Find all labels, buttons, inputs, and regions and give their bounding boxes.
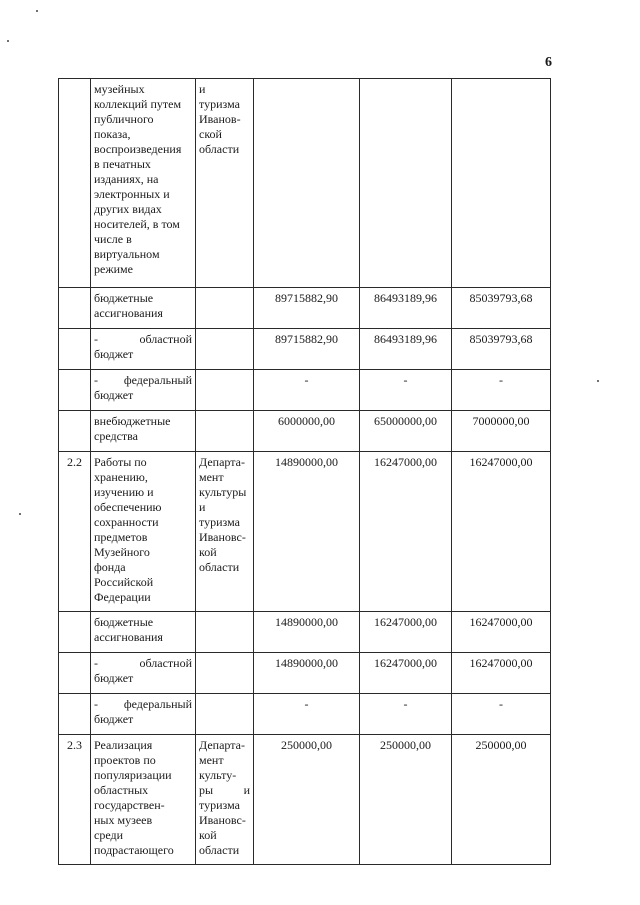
table-row — [59, 370, 551, 411]
name-line: коллекций путем — [94, 97, 182, 111]
name-line: числе в — [94, 232, 132, 246]
row-number-cell — [59, 288, 91, 329]
value-year2-cell: 16247000,00 — [360, 612, 452, 653]
name-line: хранению, — [94, 470, 148, 484]
value-year1-cell: 89715882,90 — [254, 288, 360, 329]
value-year3-cell: 16247000,00 — [452, 612, 551, 653]
row-number-cell: 2.2 — [59, 452, 91, 612]
table-row — [59, 612, 551, 653]
value-year1-cell: 250000,00 — [254, 735, 360, 865]
executor-line: и — [199, 82, 206, 96]
measure-name-cell — [91, 612, 196, 653]
table-row — [59, 329, 551, 370]
name-line: областных — [94, 783, 149, 797]
executor-line: кой — [199, 828, 217, 842]
name-line: бюджет — [94, 712, 134, 726]
value-year2-cell: 65000000,00 — [360, 411, 452, 452]
value-year3-cell: 85039793,68 — [452, 288, 551, 329]
name-line: виртуальном — [94, 247, 160, 261]
executor-line: области — [199, 142, 240, 156]
name-line: средства — [94, 429, 139, 443]
row-number-cell — [59, 694, 91, 735]
value-year3-cell: 16247000,00 — [452, 452, 551, 612]
value-year2-cell: - — [360, 370, 452, 411]
name-line: Российской — [94, 575, 154, 589]
value-year3-cell: 85039793,68 — [452, 329, 551, 370]
name-line: других видах — [94, 202, 162, 216]
name-line: подрастающего — [94, 843, 174, 857]
name-line: ассигнования — [94, 306, 163, 320]
measure-name-cell — [91, 79, 196, 288]
row-number-cell — [59, 411, 91, 452]
name-line: предметов — [94, 530, 148, 544]
scan-speck — [36, 10, 38, 12]
name-line: фонда — [94, 560, 126, 574]
table-row — [59, 452, 551, 612]
value-year1-cell: 14890000,00 — [254, 452, 360, 612]
value-year3-cell: 16247000,00 — [452, 653, 551, 694]
name-line: музейных — [94, 82, 145, 96]
table-row — [59, 653, 551, 694]
name-line: сохранности — [94, 515, 159, 529]
table-row — [59, 694, 551, 735]
name-line: бюджетные — [94, 291, 154, 305]
executor-line: Ивановс- — [199, 530, 246, 544]
value-year3-cell: 7000000,00 — [452, 411, 551, 452]
executor-line: ры и — [199, 783, 250, 797]
name-line: изучению и — [94, 485, 154, 499]
value-year1-cell: - — [254, 694, 360, 735]
executor-line: культуры — [199, 485, 247, 499]
executor-line: Департа- — [199, 455, 245, 469]
executor-line: Департа- — [199, 738, 245, 752]
scan-speck — [19, 513, 21, 515]
value-year1-cell: - — [254, 370, 360, 411]
value-year1-cell — [254, 79, 360, 288]
name-line: режиме — [94, 262, 133, 276]
value-year3-cell: - — [452, 370, 551, 411]
measure-name-cell — [91, 329, 196, 370]
value-year2-cell: - — [360, 694, 452, 735]
executor-cell — [196, 288, 254, 329]
name-line: бюджет — [94, 347, 134, 361]
executor-cell — [196, 653, 254, 694]
value-year1-cell: 14890000,00 — [254, 653, 360, 694]
row-number-cell: 2.3 — [59, 735, 91, 865]
page-number: 6 — [545, 55, 552, 70]
value-year2-cell: 250000,00 — [360, 735, 452, 865]
executor-cell — [196, 329, 254, 370]
executor-line: области — [199, 843, 240, 857]
name-line: проектов по — [94, 753, 156, 767]
measure-name-cell — [91, 735, 196, 865]
executor-line: мент — [199, 470, 224, 484]
name-line: ных музеев — [94, 813, 153, 827]
executor-line: кой — [199, 545, 217, 559]
value-year1-cell: 6000000,00 — [254, 411, 360, 452]
table-row — [59, 288, 551, 329]
value-year2-cell: 86493189,96 — [360, 288, 452, 329]
name-line: Федерации — [94, 590, 151, 604]
value-year1-cell: 89715882,90 — [254, 329, 360, 370]
scan-speck — [7, 40, 9, 42]
scan-speck — [597, 380, 599, 382]
row-number-cell — [59, 653, 91, 694]
executor-cell — [196, 79, 254, 288]
executor-line: ской — [199, 127, 222, 141]
name-line: - областной — [94, 332, 192, 346]
name-line: бюджетные — [94, 615, 154, 629]
name-line: электронных и — [94, 187, 170, 201]
row-number-cell — [59, 79, 91, 288]
name-line: публичного — [94, 112, 154, 126]
name-line: показа, — [94, 127, 131, 141]
name-line: ассигнования — [94, 630, 163, 644]
name-line: обеспечению — [94, 500, 162, 514]
value-year3-cell — [452, 79, 551, 288]
name-line: популяризации — [94, 768, 172, 782]
executor-line: туризма — [199, 798, 240, 812]
table-row — [59, 79, 551, 288]
measure-name-cell — [91, 411, 196, 452]
executor-cell — [196, 735, 254, 865]
name-line: - федеральный — [94, 373, 192, 387]
name-line: изданиях, на — [94, 172, 159, 186]
measure-name-cell — [91, 288, 196, 329]
name-line: - федеральный — [94, 697, 192, 711]
row-number-cell — [59, 329, 91, 370]
executor-line: культу- — [199, 768, 237, 782]
executor-line: Ивановс- — [199, 813, 246, 827]
value-year1-cell: 14890000,00 — [254, 612, 360, 653]
table-row — [59, 411, 551, 452]
executor-line: области — [199, 560, 240, 574]
measure-name-cell — [91, 694, 196, 735]
name-line: в печатных — [94, 157, 151, 171]
executor-cell — [196, 370, 254, 411]
value-year3-cell: 250000,00 — [452, 735, 551, 865]
value-year2-cell: 16247000,00 — [360, 452, 452, 612]
name-line: государствен- — [94, 798, 165, 812]
executor-cell — [196, 411, 254, 452]
name-line: - областной — [94, 656, 192, 670]
value-year2-cell — [360, 79, 452, 288]
executor-cell — [196, 694, 254, 735]
executor-line: туризма — [199, 97, 240, 111]
executor-line: и — [199, 500, 206, 514]
measure-name-cell — [91, 653, 196, 694]
name-line: внебюджетные — [94, 414, 171, 428]
row-number-cell — [59, 370, 91, 411]
table-row — [59, 735, 551, 865]
name-line: Работы по — [94, 455, 147, 469]
executor-line: туризма — [199, 515, 240, 529]
executor-line: мент — [199, 753, 224, 767]
name-line: среди — [94, 828, 124, 842]
measure-name-cell — [91, 370, 196, 411]
name-line: бюджет — [94, 671, 134, 685]
measure-name-cell — [91, 452, 196, 612]
row-number-cell — [59, 612, 91, 653]
name-line: Реализация — [94, 738, 153, 752]
name-line: носителей, в том — [94, 217, 180, 231]
executor-cell — [196, 612, 254, 653]
value-year2-cell: 86493189,96 — [360, 329, 452, 370]
value-year2-cell: 16247000,00 — [360, 653, 452, 694]
executor-line: Иванов- — [199, 112, 241, 126]
name-line: Музейного — [94, 545, 150, 559]
executor-cell — [196, 452, 254, 612]
value-year3-cell: - — [452, 694, 551, 735]
name-line: воспроизведения — [94, 142, 182, 156]
name-line: бюджет — [94, 388, 134, 402]
budget-table — [58, 78, 551, 865]
